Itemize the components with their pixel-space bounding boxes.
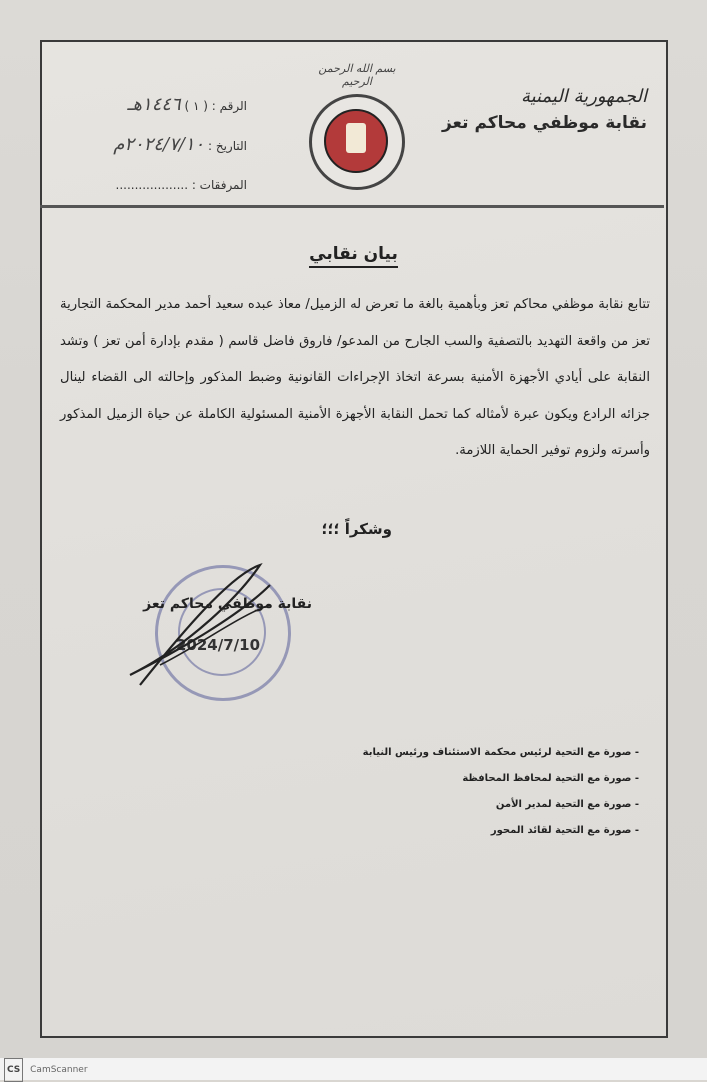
copy-line: - صورة مع التحية لقائد المحور [490,825,639,836]
basmala: بسم الله الرحمن الرحيم [318,62,396,88]
copy-line: - صورة مع التحية لمدير الأمن [495,799,639,810]
emblem-inner [324,109,388,173]
hijri-year: ١٤٤٦هـ [127,94,181,115]
reference-block [77,90,247,210]
letterhead [407,86,647,133]
stamp-date: 2024/7/10 [176,636,261,654]
reference-number: الرقم : ( ١ ) ١٤٤٦هـ [127,94,247,115]
statement-body [60,287,650,470]
emblem-icon [309,94,405,190]
reference-date: التاريخ : ٢٠٢٤/٧/١٠م [113,134,247,155]
organization-name: نقابة موظفي محاكم تعز [441,113,647,133]
copies-list [339,740,639,844]
signer: نقابة موظفي محاكم تعز [143,596,312,612]
copy-line: - صورة مع التحية لمحافظ المحافظة [462,773,639,784]
document-title: بيان نقابي [0,244,707,264]
copy-line: - صورة مع التحية لرئيس محكمة الاستئناف ورئيس النيابة [362,747,639,758]
date-value: ٢٠٢٤/٧/١٠م [113,134,205,155]
camscanner-icon: CS [4,1058,23,1082]
closing: وشكراً ؛؛؛ [321,520,392,538]
signature [120,555,280,695]
logo [302,62,412,197]
statement-paragraph: تتابع نقابة موظفي محاكم تعز وبأهمية بالغة ما تعرض له الزميل/ معاذ عبده سعيد أحمد مدير المحكمة التجارية تعز من واقعة التهديد بالتصفية والسب الجارح من المدعو/ فاروق فاضل قاسم ( مقدم بإدارة أمن تعز ) وتشد النقابة على أيادي الأجهزة الأمنية بسرعة اتخاذ الإجراءات القانونية وضبط المذكور وإحالته الى القضاء لينال جزائه الرادع ويكون عبرة لأمثاله كما تحمل النقابة الأجهزة الأمنية المسئولية الكاملة عن حياة الزميل المذكور وأسرته ولزوم توفير الحماية اللازمة. [60,297,650,458]
camscanner-label: CamScanner [30,1065,88,1075]
scanner-footer [0,1058,707,1080]
country-name: الجمهورية اليمنية [520,86,647,107]
reference-attachments: المرفقات : ................... [115,178,247,192]
